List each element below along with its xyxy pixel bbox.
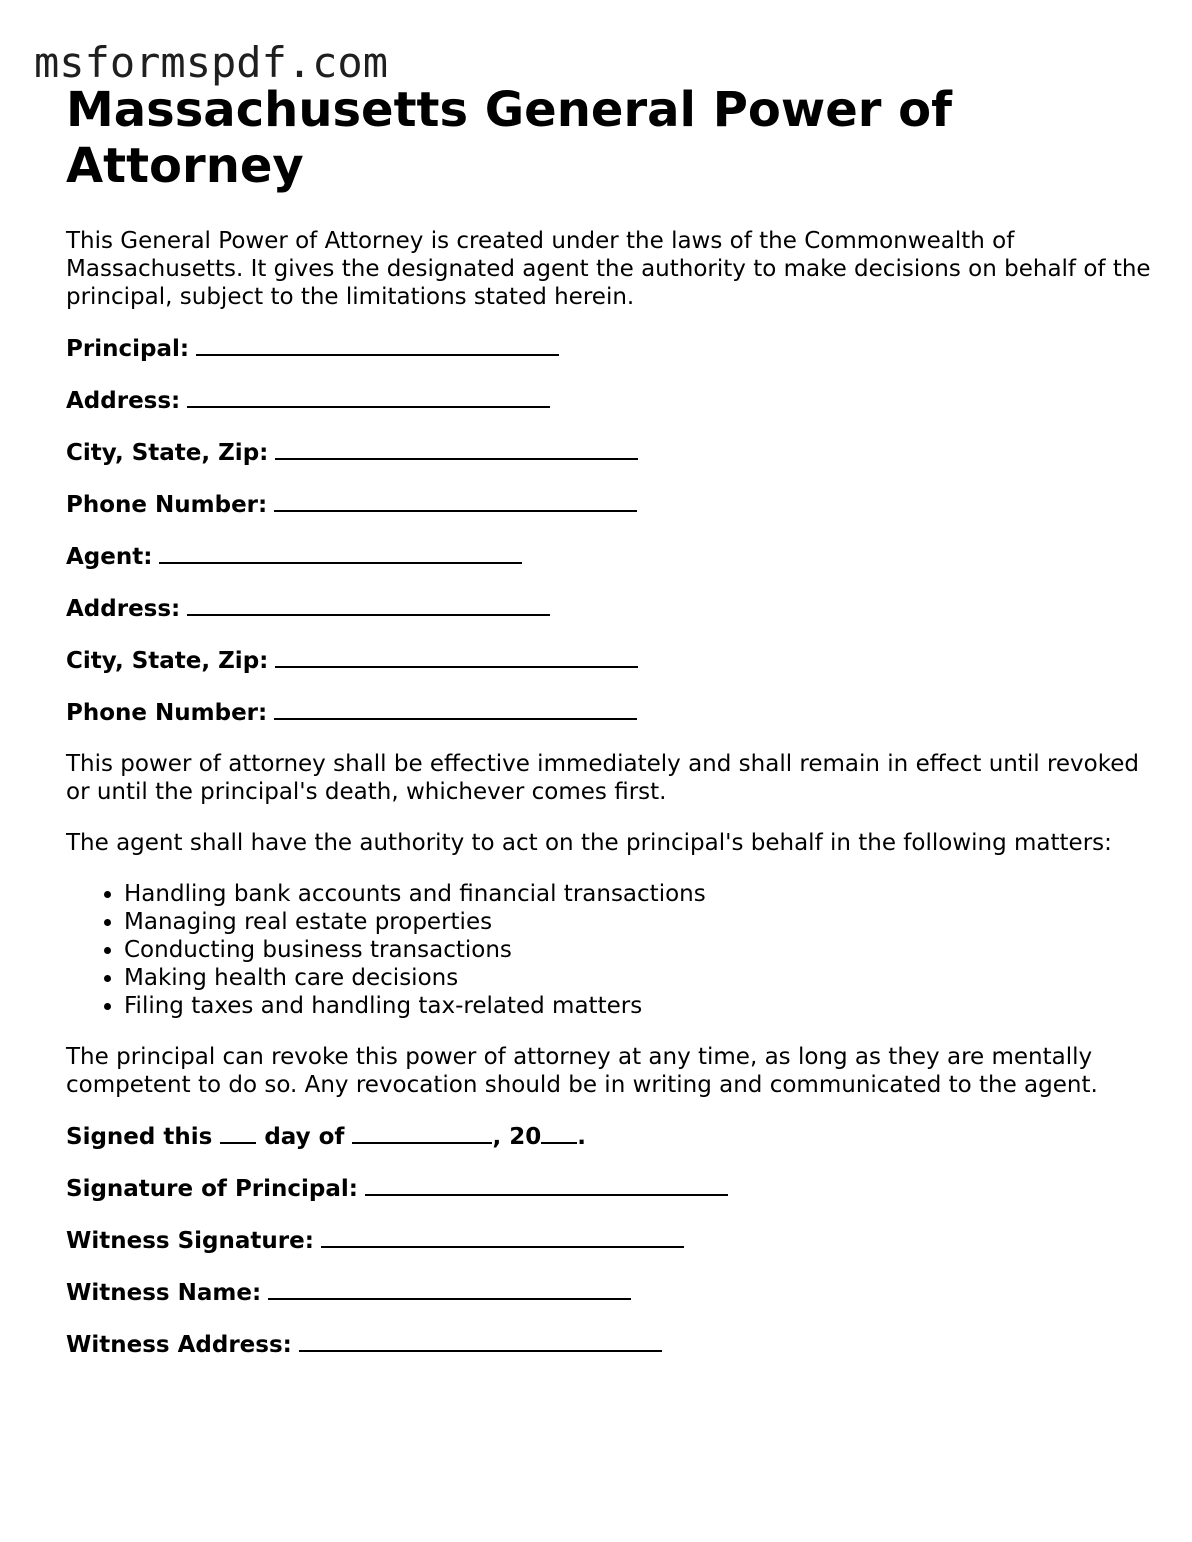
agent-city-blank[interactable]	[275, 646, 638, 668]
principal-field	[66, 334, 1156, 363]
principal-phone-field	[66, 490, 1156, 519]
page-title: Massachusetts General Power of Attorney	[66, 82, 952, 194]
principal-city-blank[interactable]	[275, 438, 638, 460]
principal-city-label: City, State, Zip:	[66, 440, 269, 466]
principal-address-blank[interactable]	[187, 386, 550, 408]
signed-suffix: .	[577, 1124, 586, 1150]
intro-paragraph: This General Power of Attorney is created under the laws of the Commonwealth of Massachusetts. It gives the designated agent the authority to make decisions on behalf of the principal, subject to the limitations stated herein.	[66, 228, 1151, 310]
matters-list	[66, 880, 1156, 1020]
signed-prefix: Signed this	[66, 1124, 213, 1150]
principal-city-field	[66, 438, 1156, 467]
list-item: • Conducting business transactions	[124, 936, 1156, 964]
principal-address-field	[66, 386, 1156, 415]
authority-paragraph: The agent shall have the authority to act on the principal's behalf in the following matters:	[66, 830, 1112, 856]
witness-name-label: Witness Name:	[66, 1280, 262, 1306]
witness-name-field	[66, 1278, 1156, 1307]
agent-phone-blank[interactable]	[274, 698, 637, 720]
signed-day-of: day of	[264, 1124, 345, 1150]
witness-name-blank[interactable]	[268, 1278, 631, 1300]
principal-signature-blank[interactable]	[365, 1174, 728, 1196]
agent-phone-label: Phone Number:	[66, 700, 268, 726]
principal-signature-field	[66, 1174, 1156, 1203]
revocation-paragraph: The principal can revoke this power of attorney at any time, as long as they are mentally competent to do so. Any revocation should be in writing and communicated to the agent.	[66, 1044, 1098, 1098]
watermark: msformspdf.com	[34, 38, 389, 87]
principal-phone-blank[interactable]	[274, 490, 637, 512]
principal-signature-label: Signature of Principal:	[66, 1176, 358, 1202]
principal-blank[interactable]	[196, 334, 559, 356]
month-blank[interactable]	[352, 1122, 492, 1144]
signed-year-prefix: , 20	[492, 1124, 542, 1150]
witness-signature-field	[66, 1226, 1156, 1255]
witness-address-label: Witness Address:	[66, 1332, 292, 1358]
principal-phone-label: Phone Number:	[66, 492, 268, 518]
witness-address-field	[66, 1330, 1156, 1359]
witness-signature-blank[interactable]	[321, 1226, 684, 1248]
list-item: • Filing taxes and handling tax-related matters	[124, 992, 1156, 1020]
year-blank[interactable]	[541, 1122, 577, 1144]
agent-city-field	[66, 646, 1156, 675]
effective-paragraph: This power of attorney shall be effective immediately and shall remain in effect until revoked or until the principal's death, whichever comes first.	[66, 751, 1139, 805]
agent-address-blank[interactable]	[187, 594, 550, 616]
agent-blank[interactable]	[159, 542, 522, 564]
agent-phone-field	[66, 698, 1156, 727]
document-body	[66, 82, 1156, 1359]
agent-city-label: City, State, Zip:	[66, 648, 269, 674]
agent-address-label: Address:	[66, 596, 181, 622]
witness-address-blank[interactable]	[299, 1330, 662, 1352]
witness-signature-label: Witness Signature:	[66, 1228, 314, 1254]
agent-field	[66, 542, 1156, 571]
day-blank[interactable]	[220, 1122, 256, 1144]
agent-address-field	[66, 594, 1156, 623]
signed-date-line	[66, 1122, 1156, 1151]
principal-label: Principal:	[66, 336, 190, 362]
agent-label: Agent:	[66, 544, 153, 570]
principal-address-label: Address:	[66, 388, 181, 414]
list-item: • Handling bank accounts and financial transactions	[124, 880, 1156, 908]
list-item: • Managing real estate properties	[124, 908, 1156, 936]
list-item: • Making health care decisions	[124, 964, 1156, 992]
